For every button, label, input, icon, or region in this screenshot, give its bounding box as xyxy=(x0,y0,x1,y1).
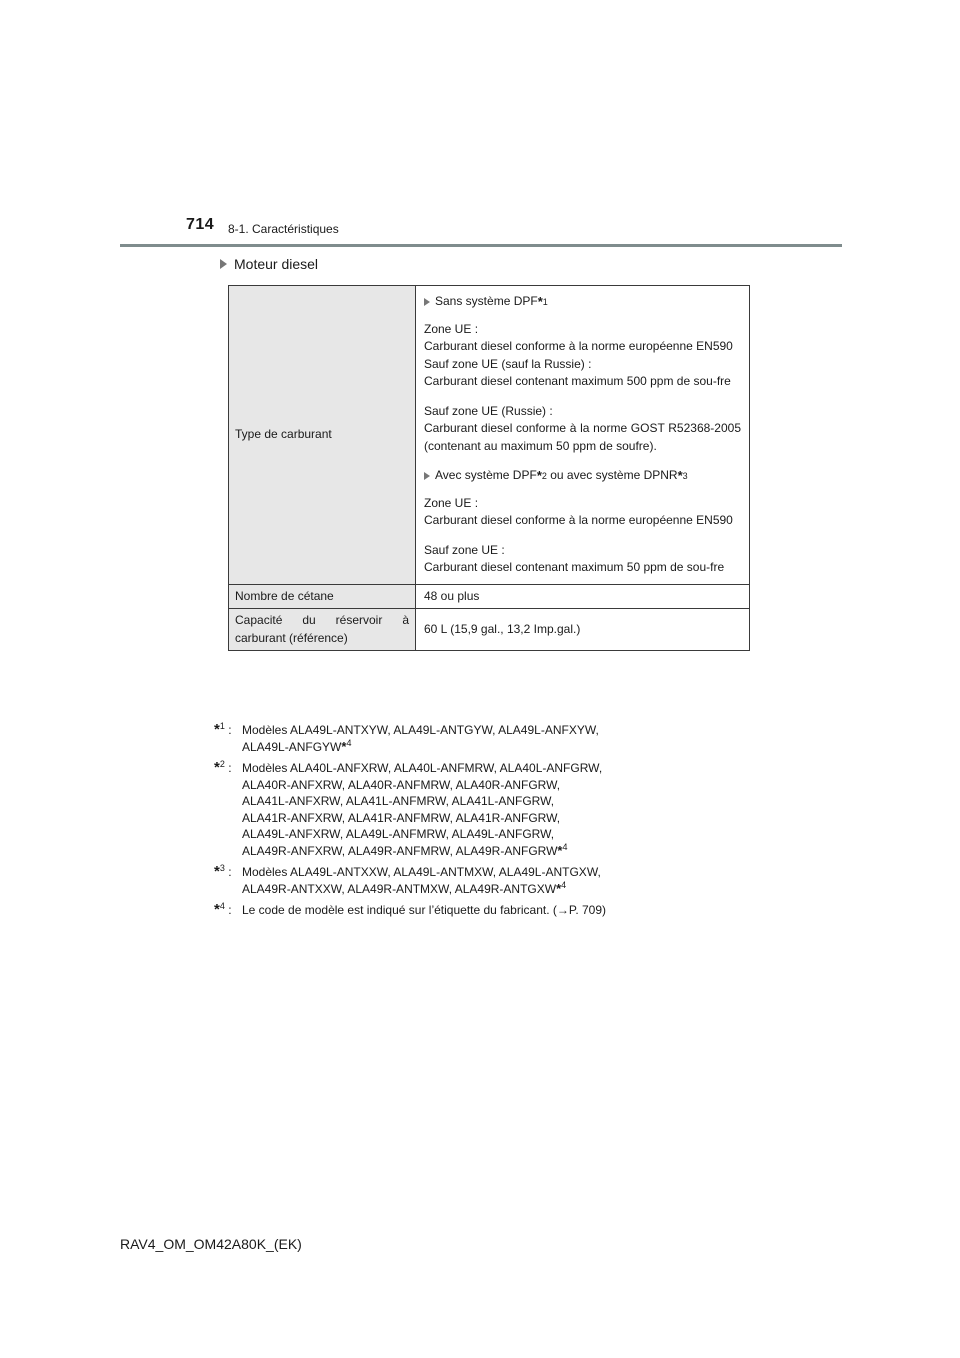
table-row xyxy=(229,609,750,651)
cetane-label: Nombre de cétane xyxy=(229,584,416,609)
no-dpf-russia-zone: Sauf zone UE (Russie) : xyxy=(424,403,553,418)
footnote: *$^2$ : Modèles ALA40L-ANFXRW, ALA40L-ANFMRW, ALA40L-ANFGRW, ALA40R-ANFXRW, ALA40R-ANFMRW, ALA40R-ANFGRW, ALA41L-ANFXRW, ALA41L-ANFMRW, ALA41L-ANFGRW, ALA41R-ANFXRW, ALA41R-ANFMRW, ALA41R-ANFGRW, ALA49L-ANFXRW, ALA49L-ANFMRW, ALA49L-ANFGRW, ALA49R-ANFXRW, ALA49R-ANFMRW, ALA49R-ANFGRW*$^4$ xyxy=(214,759,603,858)
triangle-bullet-icon xyxy=(424,472,430,480)
page-number: 714 xyxy=(186,216,215,233)
dpf-eu-zone: Zone UE : xyxy=(424,495,479,510)
tank-capacity-label: Capacité du réservoir à carburant (référence) xyxy=(229,609,416,651)
section-title: 8-1. Caractéristiques xyxy=(228,222,339,236)
cetane-value: 48 ou plus xyxy=(416,584,750,609)
table-row xyxy=(229,286,750,585)
fuel-spec-table xyxy=(228,285,750,651)
subheading-text: Moteur diesel xyxy=(234,256,319,272)
footnote: *$^1$ : Modèles ALA49L-ANTXYW, ALA49L-ANTGYW, ALA49L-ANFXYW, ALA49L-ANFGYW*$^4$ xyxy=(214,721,599,754)
no-dpf-eu-text: Carburant diesel conforme à la norme européenne EN590 xyxy=(424,339,733,353)
fuel-type-value xyxy=(416,286,750,585)
fuel-type-label: Type de carburant xyxy=(229,286,416,585)
tank-capacity-value: 60 L (15,9 gal., 13,2 Imp.gal.) xyxy=(416,609,750,651)
dpf-heading: Avec système DPF * 2 ou avec système DPNR * 3 xyxy=(424,467,741,485)
table-row xyxy=(229,584,750,609)
no-dpf-non-eu-zone: Sauf zone UE (sauf la Russie) : xyxy=(424,356,592,371)
page-reference-link[interactable]: Le code de modèle est indiqué sur l’étiquette du fabricant. (→P. 709) xyxy=(242,903,607,917)
footnote: *$^4$ : Le code de modèle est indiqué sur l’étiquette du fabricant. (→P. 709) xyxy=(214,902,774,919)
triangle-bullet-icon xyxy=(220,259,227,269)
triangle-bullet-icon xyxy=(424,298,430,306)
no-dpf-russia-text: Carburant diesel conforme à la norme GOST R52368-2005 (contenant au maximum 50 ppm de soufre). xyxy=(424,421,741,453)
document-code: RAV4_OM_OM42A80K_(EK) xyxy=(120,1236,302,1252)
dpf-non-eu-zone: Sauf zone UE : xyxy=(424,542,505,557)
dpf-eu-text: Carburant diesel conforme à la norme européenne EN590 xyxy=(424,513,733,527)
dpf-non-eu-text: Carburant diesel contenant maximum 50 ppm de sou-fre xyxy=(424,560,725,574)
subheading xyxy=(220,256,318,272)
footnotes xyxy=(214,722,774,924)
no-dpf-non-eu-text: Carburant diesel contenant maximum 500 ppm de sou-fre xyxy=(424,374,731,388)
header-divider xyxy=(120,244,842,247)
no-dpf-eu-zone: Zone UE : xyxy=(424,321,479,336)
no-dpf-heading: Sans système DPF * 1 xyxy=(424,293,741,311)
footnote: *$^3$ : Modèles ALA49L-ANTXXW, ALA49L-ANTMXW, ALA49L-ANTGXW, ALA49R-ANTXXW, ALA49R-ANTMXW, ALA49R-ANTGXW*$^4$ xyxy=(214,863,601,896)
